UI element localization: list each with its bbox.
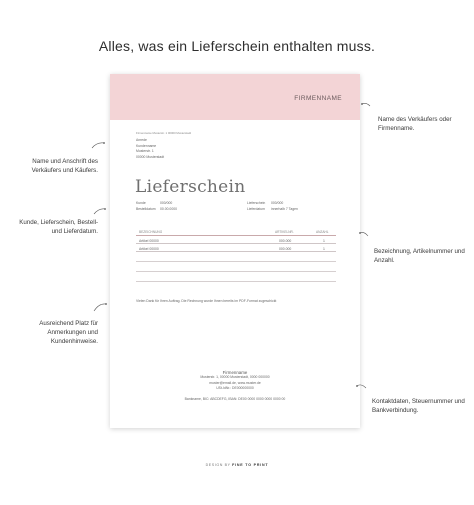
annotation-articles: Bezeichnung, Artikelnummer und Anzahl.	[374, 248, 465, 264]
pointer-buyer	[92, 143, 104, 148]
design-credit	[0, 463, 474, 467]
credit-brand: FINE TO PRINT	[232, 463, 269, 467]
document-title: Lieferschein	[135, 177, 246, 197]
footer-line: Musterstr. 1, 00000 Musterstadt, 0000 000000	[200, 375, 270, 380]
pointer-numbers-dot	[104, 208, 106, 210]
meta-value: innerhalb 7 Tagen	[271, 207, 298, 211]
annotation-seller: Name des Verkäufers oder Firmenname.	[378, 116, 452, 132]
pointer-numbers	[94, 209, 105, 214]
annotation-notes: Ausreichend Platz für Anmerkungen und Kundenhinweise.	[39, 320, 98, 345]
meta-value: 000/000	[271, 201, 284, 205]
pointer-notes-dot	[105, 303, 107, 305]
annotation-buyer: Name und Anschrift des Verkäufers und Käufers.	[31, 158, 98, 174]
pointer-notes	[94, 304, 106, 311]
recipient-line: 00000 Musterstadt	[136, 154, 165, 159]
page-heading: Alles, was ein Lieferschein enthalten muss.	[98, 38, 376, 54]
meta-key: Kunde	[136, 201, 146, 205]
table-cell: 1	[323, 239, 325, 243]
column-header: ARTIKELNR.	[275, 230, 294, 234]
pointer-articles-dot	[359, 232, 361, 234]
pointer-contact-dot	[356, 385, 358, 387]
pointer-articles	[360, 232, 368, 236]
meta-key: Bestelldatum	[136, 207, 156, 211]
meta-key: Lieferdatum	[247, 207, 265, 211]
pointer-seller	[362, 103, 370, 106]
table-cell: 000.000	[279, 239, 292, 243]
meta-value: 000/000	[160, 201, 173, 205]
table-cell: Artikel 00000	[139, 247, 159, 251]
recipient-line: Musterstr. 1	[136, 149, 154, 154]
recipient-line: Anrede	[136, 138, 147, 142]
table-cell: 000.000	[279, 247, 292, 251]
sender-line: Firmenname Musterstr. 1 00000 Musterstadt	[136, 131, 192, 135]
thank-you-note: Vielen Dank für Ihren Auftrag. Die Rechnung wurde Ihnen bereits im PDF-Format zugeschickt	[136, 299, 277, 303]
column-header: BEZEICHNUNG	[139, 230, 163, 234]
pointer-contact	[357, 385, 366, 388]
pointer-buyer-dot	[103, 142, 105, 144]
recipient-line: Kundenname	[136, 143, 157, 148]
table-cell: 1	[323, 247, 325, 251]
credit-prefix: DESIGN BY	[205, 463, 231, 467]
meta-value: 00.00.0000	[160, 207, 177, 211]
footer-firm-name: Firmenname	[222, 370, 248, 375]
pointer-seller-dot	[361, 103, 363, 105]
firm-name: FIRMENNAME	[294, 95, 342, 102]
footer-line: USt-IdNr.: DE000000000	[216, 386, 254, 391]
annotation-contact: Kontaktdaten, Steuernummer und Bankverbindung.	[372, 398, 465, 414]
table-cell: Artikel 00000	[139, 239, 159, 243]
annotation-numbers: Kunde, Lieferschein, Bestell- und Lieferdatum.	[19, 219, 98, 235]
column-header: ANZAHL	[316, 230, 329, 234]
footer-line: Bankname, BIC: ABCDEFG, IBAN: DE00 0000 0000 0000 0000 00	[184, 396, 286, 401]
footer-line: muster@email.de, www.muster.de	[209, 380, 261, 385]
meta-key: Lieferschein	[247, 201, 266, 205]
